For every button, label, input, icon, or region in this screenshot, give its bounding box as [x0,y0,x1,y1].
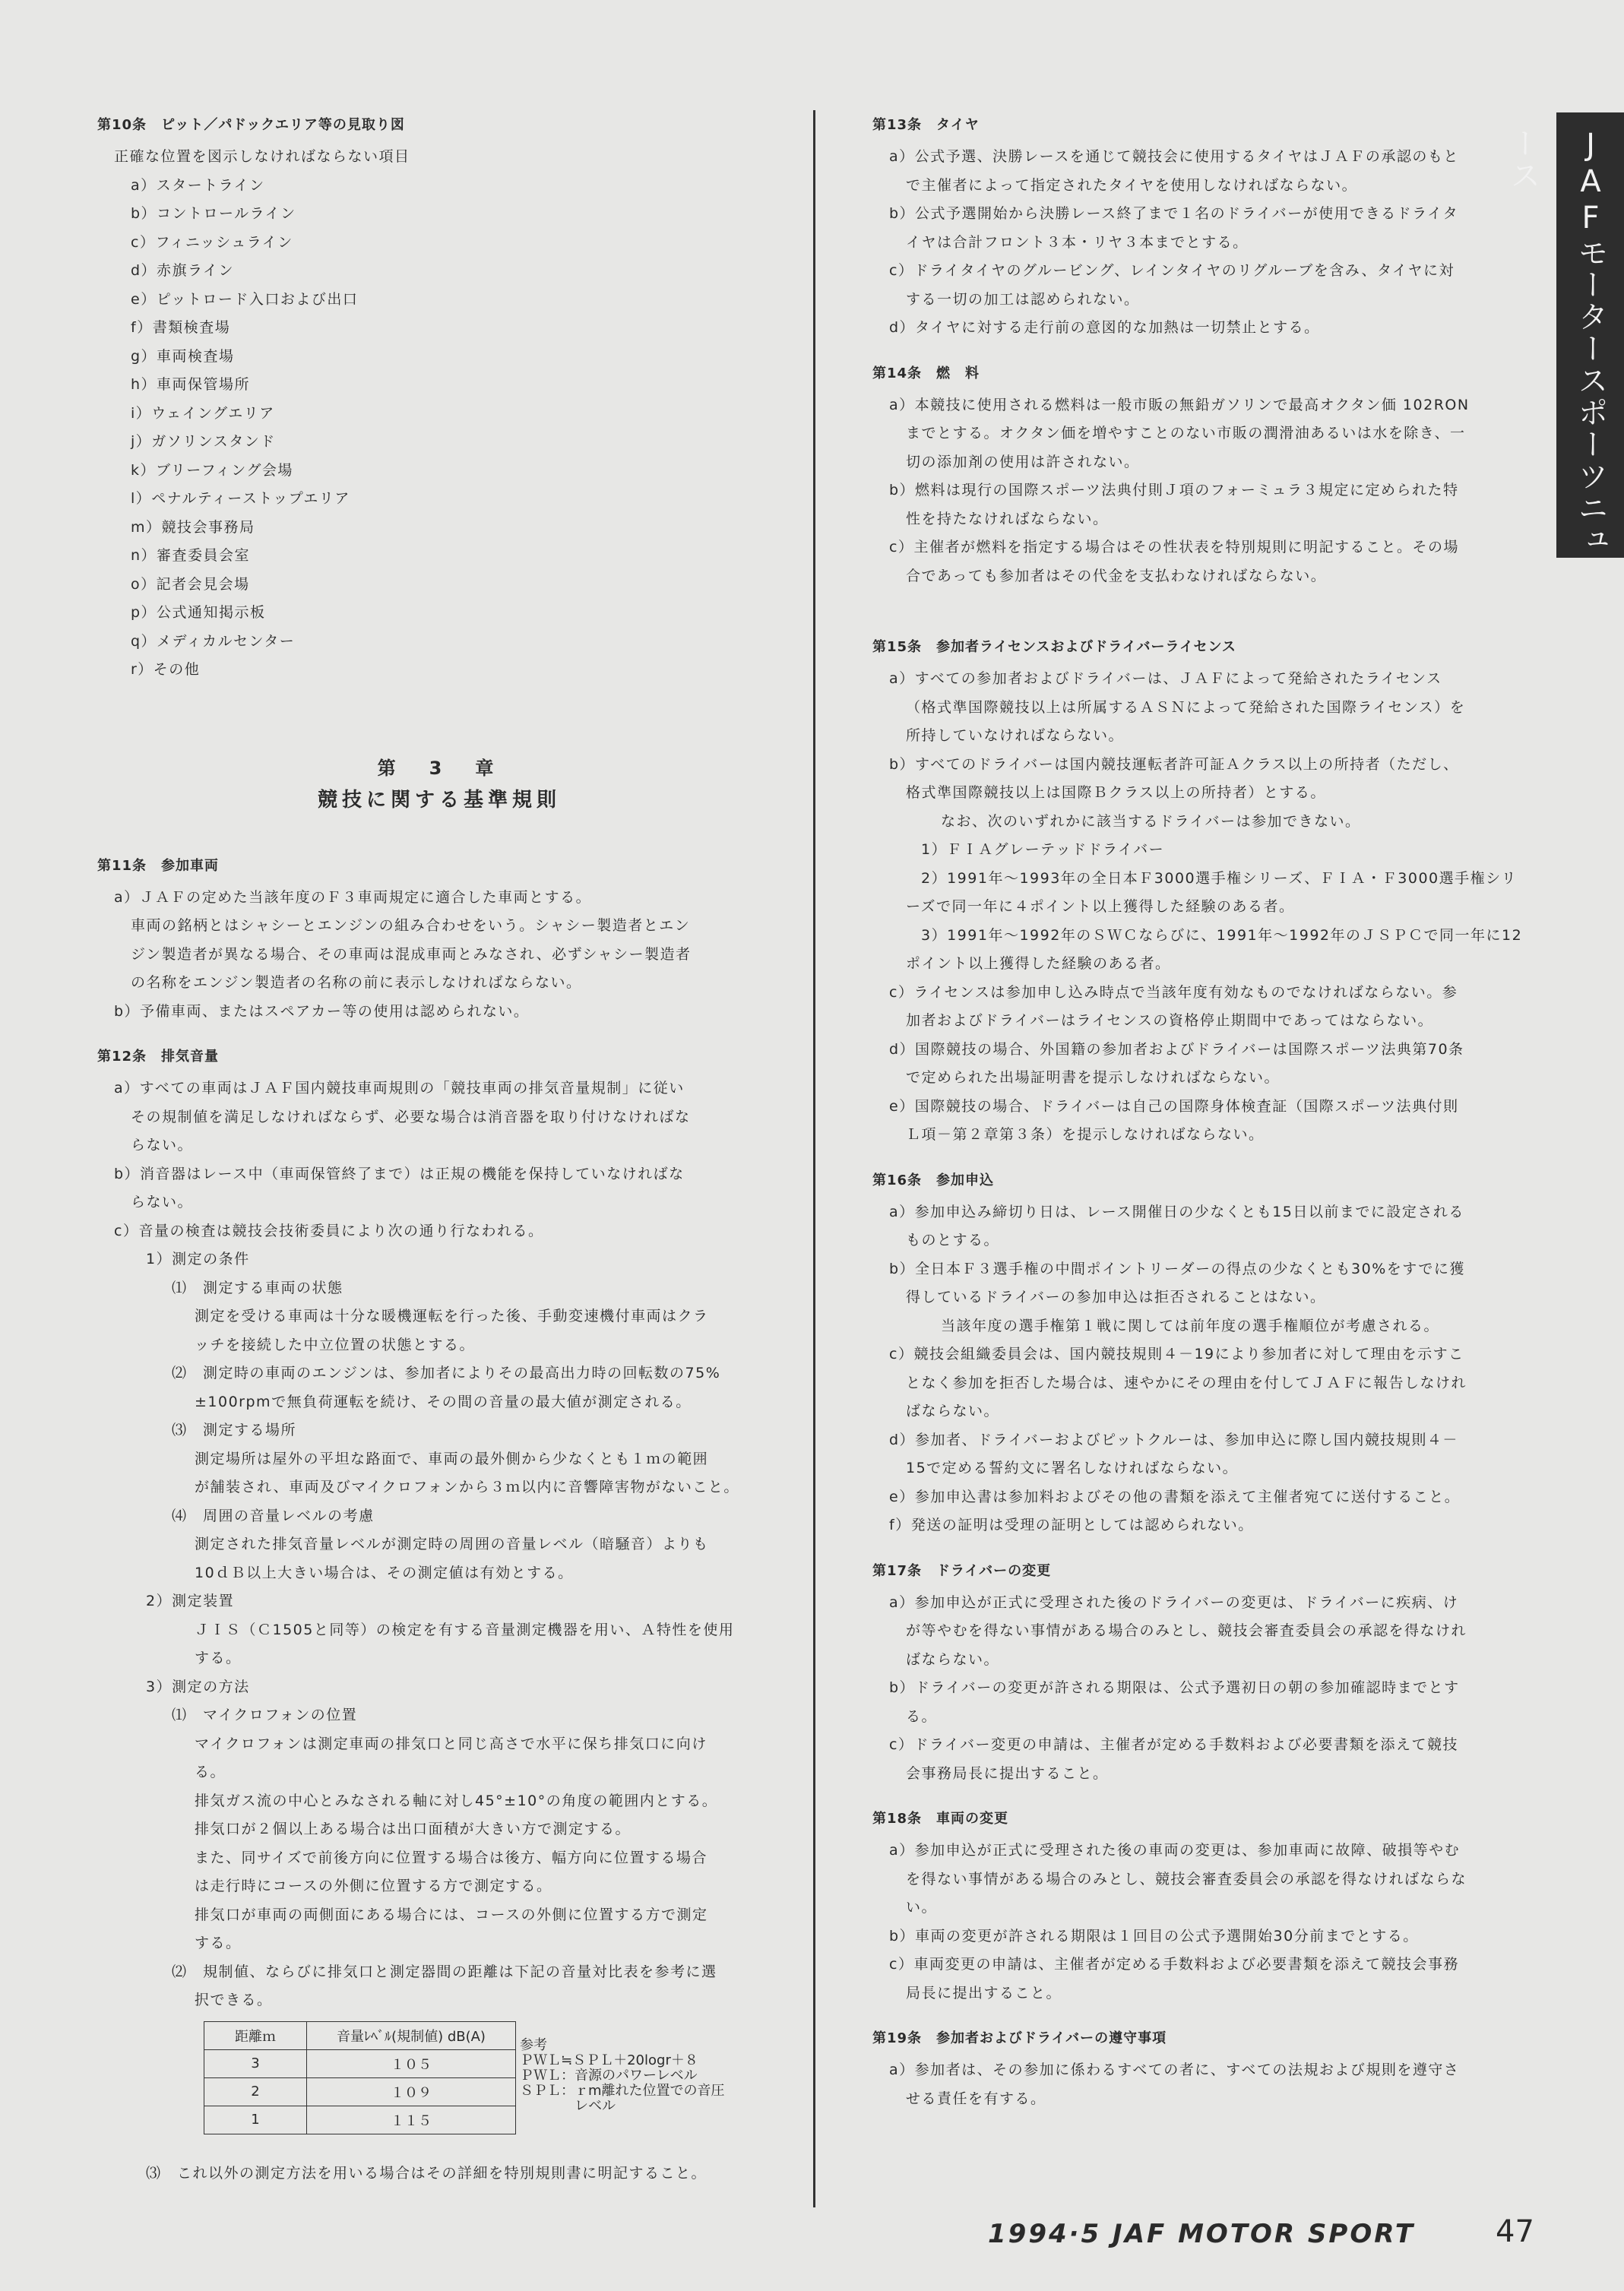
article-line: る。 [195,1764,226,1780]
chapter-number: 第 3 章 [377,757,502,779]
article-line: 測定された排気音量レベルが測定時の周囲の音量レベル（暗騒音）よりも [195,1536,709,1552]
article-line: ⑴ マイクロフォンの位置 [172,1707,358,1723]
article-line: d）国際競技の場合、外国籍の参加者およびドライバーは国際スポーツ法典第70条 [889,1040,1464,1058]
article-line: m）競技会事務局 [131,518,255,536]
article-line: c）車両変更の申請は、主催者が定める手数料および必要書類を添えて競技会事務 [889,1956,1459,1973]
article-line: d）タイヤに対する走行前の意図的な加熱は一切禁止とする。 [889,319,1320,336]
article-title: 第15条 参加者ライセンスおよびドライバーライセンス [872,639,1236,655]
article-line: までとする。オクタン価を増やすことのない市販の潤滑油あるいは水を除き、一 [906,425,1466,441]
article-line: g）車両検査場 [131,347,235,365]
article-title: 第18条 車両の変更 [872,1811,1009,1827]
table-cell: 1 [204,2106,307,2134]
article-title: 第19条 参加者およびドライバーの遵守事項 [872,2030,1167,2046]
article-line: 格式準国際競技以上は国際Ｂクラス以上の所持者）とする。 [906,784,1326,801]
article-line: e）参加申込書は参加料およびその他の書類を添えて主催者宛てに送付すること。 [889,1488,1461,1505]
column-divider [813,110,815,2207]
article-line: 当該年度の選手権第１戦に関しては前年度の選手権順位が考慮される。 [941,1317,1440,1334]
article-line: 車両の銘柄とはシャシーとエンジンの組み合わせをいう。シャシー製造者とエン [131,917,691,934]
table-row [204,2049,516,2077]
article-line: ＪＩＳ（Ｃ1505と同等）の検定を有する音量測定機器を用い、Ａ特性を使用 [195,1621,735,1638]
article-title: 第14条 燃 料 [872,365,980,381]
article-line: c）音量の検査は競技会技術委員により次の通り行なわれる。 [114,1222,544,1239]
article-14 [872,362,1518,591]
article-line: 局長に提出すること。 [906,1984,1062,2001]
article-line: その規制値を満足しなければならず、必要な場合は消音器を取り付けなければな [131,1108,691,1125]
article-line: h）車両保管場所 [131,376,251,393]
article-line: ものとする。 [906,1232,1000,1248]
article-line: 排気口が２個以上ある場合は出口面積が大きい方で測定する。 [195,1821,632,1837]
article-line: で定められた出場証明書を提示しなければならない。 [906,1069,1281,1086]
table-cell: １０９ [307,2077,516,2106]
article-line: 合であっても参加者はその代金を支払わなければならない。 [906,567,1327,584]
article-line: 3）測定の方法 [146,1678,250,1695]
article-line: 1）測定の条件 [146,1251,250,1267]
article-body [872,1198,1518,1540]
article-line: c）フィニッシュライン [131,233,293,251]
left-column [97,114,781,2207]
article-line: 会事務局長に提出すること。 [906,1764,1109,1782]
article-body [97,884,781,1027]
article-line: r）その他 [131,661,201,678]
article-line: e）ピットロード入口および出口 [131,290,359,308]
table-row [204,2077,516,2106]
article-line: 測定場所は屋外の平坦な路面で、車両の最外側から少なくとも１ｍの範囲 [195,1450,709,1467]
article-line: q）メディカルセンター [131,632,296,650]
article-line: 正確な位置を図示しなければならない項目 [114,148,410,165]
article-body [872,1837,1518,2008]
article-line: らない。 [131,1194,194,1210]
article-line: o）記者会見会場 [131,575,250,593]
article-line: b）全日本Ｆ３選手権の中間ポイントリーダーの得点の少なくとも30%をすでに獲 [889,1260,1465,1277]
article-body [97,1074,781,2015]
table-cell: １１５ [307,2106,516,2134]
article-line: 1）ＦＩＡグレーテッドドライバー [921,841,1165,858]
article-line: 択できる。 [195,1992,273,2008]
article-body [872,391,1518,591]
article-line: ±100rpmで無負荷運転を続け、その間の音量の最大値が測定される。 [195,1393,692,1410]
article-line: b）コントロールライン [131,205,296,222]
article-line: ⑶ 測定する場所 [172,1422,297,1438]
article-15 [872,636,1523,1150]
article-line: a）本競技に使用される燃料は一般市販の無鉛ガソリンで最高オクタン価 102RON [889,396,1470,413]
article-line: ⑵ 測定時の車両のエンジンは、参加者によりその最高出力時の回転数の75% [172,1365,721,1381]
article-line: （格式準国際競技以上は所属するＡＳＮによって発給された国際ライセンス）を [906,698,1466,716]
article-line: ⑷ 周囲の音量レベルの考慮 [172,1507,375,1524]
article-line: 測定を受ける車両は十分な暖機運転を行った後、手動変速機付車両はクラ [195,1308,709,1324]
article-line: が舗装され、車両及びマイクロフォンから３ｍ以内に音響障害物がないこと。 [195,1479,739,1495]
article-line: d）赤旗ライン [131,262,234,279]
article-line: b）消音器はレース中（車両保管終了まで）は正規の機能を保持していなければな [114,1165,685,1182]
article-line: e）国際競技の場合、ドライバーは自己の国際身体検査証（国際スポーツ法典付則 [889,1097,1459,1115]
article-line: は走行時にコースの外側に位置する方で測定する。 [195,1878,552,1894]
article-line: せる責任を有する。 [906,2090,1046,2107]
article-line: f）書類検査場 [131,319,231,336]
article-line: b）予備車両、またはスペアカー等の使用は認められない。 [114,1002,530,1020]
article-line: c）ドライバー変更の申請は、主催者が定める手数料および必要書類を添えて競技 [889,1736,1458,1753]
article-line: マイクロフォンは測定車両の排気口と同じ高さで水平に保ち排気口に向け [195,1735,708,1752]
table-header: 距離ｍ [204,2021,307,2049]
article-line: 得しているドライバーの参加申込は拒否されることはない。 [906,1289,1326,1305]
article-line: l）ペナルティーストップエリア [131,490,350,507]
article-title: 第13条 タイヤ [872,117,980,133]
article-line: となく参加を拒否した場合は、速やかにその理由を付してＪＡＦに報告しなけれ [906,1374,1467,1391]
article-line: る。 [906,1707,938,1725]
article-line: d）参加者、ドライバーおよびピットクルーは、参加申込に際し国内競技規則４－ [889,1431,1458,1448]
article-12 [97,1046,781,2188]
article-line: する。 [195,1935,242,1951]
article-line: の名称をエンジン製造者の名称の前に表示しなければならない。 [131,974,582,991]
article-title: 第12条 排気音量 [97,1049,220,1065]
article-body [97,143,781,685]
article-16 [872,1169,1518,1540]
article-13 [872,114,1518,343]
article-18 [872,1808,1518,2008]
article-line: 排気ガス流の中心とみなされる軸に対し45°±10°の角度の範囲内とする。 [195,1792,718,1809]
article-line: j）ガソリンスタンド [131,433,276,450]
article-line: 15で定める誓約文に署名しなければならない。 [906,1460,1239,1476]
article-line: また、同サイズで前後方向に位置する場合は後方、幅方向に位置する場合 [195,1849,708,1866]
table-row [204,2106,516,2134]
article-11 [97,855,781,1027]
reference-note: 参考 ＰＷＬ≒ＳＰＬ＋20logr＋８ ＰＷＬ：音源のパワーレベル ＳＰＬ：ｒm離れた位置での音圧 レベル [520,2036,725,2114]
article-line: 加者およびドライバーはライセンスの資格停止期間中であってはならない。 [906,1012,1434,1029]
table-cell: 2 [204,2077,307,2106]
article-line: a）すべての参加者およびドライバーは、ＪＡＦによって発給されたライセンス [889,670,1442,687]
article-line: ポイント以上獲得した経験のある者。 [906,955,1171,972]
article-line: い。 [906,1899,938,1916]
page-number: 47 [1496,2214,1534,2249]
chapter-title: 競技に関する基準規則 [317,788,561,812]
noise-table [204,2021,516,2134]
footer-issue: 1994·5 JAF MOTOR SPORT [988,2219,1416,2249]
article-body [872,665,1523,1150]
article-title: 第17条 ドライバーの変更 [872,1562,1052,1579]
article-line: 10ｄＢ以上大きい場合は、その測定値は有効とする。 [195,1564,574,1581]
article-body [872,2056,1518,2113]
table-cell: １０５ [307,2049,516,2077]
article-line: c）主催者が燃料を指定する場合はその性状表を特別規則に明記すること。その場 [889,539,1459,555]
article-line: ジン製造者が異なる場合、その車両は混成車両とみなされ、必ずシャシー製造者 [131,945,692,963]
article-line: が等やむを得ない事情がある場合のみとし、競技会審査委員会の承認を得なけれ [906,1622,1467,1639]
article-line: ーズで同一年に４ポイント以上獲得した経験のある者。 [906,898,1295,915]
right-column [872,114,1523,2133]
article-10 [97,114,781,685]
article-line: を得ない事情がある場合のみとし、競技会審査委員会の承認を得なければならな [906,1870,1467,1888]
article-line: b）ドライバーの変更が許される期限は、公式予選初日の朝の参加確認時までとす [889,1679,1460,1696]
article-19 [872,2027,1518,2113]
article-line: ⑶ これ以外の測定方法を用いる場合はその詳細を特別規則書に明記すること。 [146,2164,708,2182]
article-line: c）競技会組織委員会は、国内競技規則４－19により参加者に対して理由を示すこ [889,1346,1464,1362]
article-line: 排気口が車両の両側面にある場合には、コースの外側に位置する方で測定 [195,1906,708,1923]
article-line: a）参加申込が正式に受理された後の車両の変更は、参加車両に故障、破損等やむ [889,1842,1461,1859]
noise-table-area [97,2015,781,2129]
article-line: f）発送の証明は受理の証明としては認められない。 [889,1517,1254,1533]
article-line: a）すべての車両はＪＡＦ国内競技車両規則の「競技車両の排気音量規制」に従い [114,1080,685,1096]
article-line: ばならない。 [906,1650,1000,1668]
article-line: Ｌ項－第２章第３条）を提示しなければならない。 [906,1126,1265,1143]
article-title: 第10条 ピット／パドックエリア等の見取り図 [97,117,405,133]
chapter-heading [97,753,781,817]
article-line: n）審査委員会室 [131,547,251,564]
article-line: 切の添加剤の使用は許されない。 [906,453,1140,470]
article-title: 第11条 参加車両 [97,857,220,874]
section-tab-label: JAFモータースポーツニュース [1505,128,1608,556]
article-line: イヤは合計フロント３本・リヤ３本までとする。 [906,233,1249,251]
article-line: ⑴ 測定する車両の状態 [172,1279,343,1296]
article-line: a）スタートライン [131,176,265,194]
article-line: a）ＪＡＦの定めた当該年度のＦ３車両規定に適合した車両とする。 [114,888,592,906]
article-line: a）参加申込が正式に受理された後のドライバーの変更は、ドライバーに疾病、け [889,1593,1459,1611]
article-line: らない。 [131,1137,194,1153]
article-line: ばならない。 [906,1403,1000,1419]
table-header: 音量ﾚﾍﾞﾙ(規制値) dB(A) [307,2021,516,2049]
article-body [872,1589,1518,1789]
article-line: c）ドライタイヤのグルービング、レインタイヤのリグルーブを含み、タイヤに対 [889,262,1455,279]
article-line: c）ライセンスは参加申し込み時点で当該年度有効なものでなければならない。参 [889,983,1458,1001]
article-line: b）燃料は現行の国際スポーツ法典付則Ｊ項のフォーミュラ３規定に定められた特 [889,482,1459,498]
article-line: 3）1991年～1992年のＳＷＣならびに、1991年～1992年のＪＳＰＣで同一年に12 [921,926,1523,944]
article-line: b）すべてのドライバーは国内競技運転者許可証Ａクラス以上の所持者（ただし、 [889,755,1459,773]
article-line: 性を持たなければならない。 [906,510,1109,527]
table-cell: 3 [204,2049,307,2077]
article-line: する。 [195,1650,242,1666]
article-line: b）公式予選開始から決勝レース終了まで１名のドライバーが使用できるドライタ [889,205,1459,222]
article-line: ⑵ 規制値、ならびに排気口と測定器間の距離は下記の音量対比表を参考に選 [172,1963,717,1980]
article-line: 2）測定装置 [146,1593,235,1609]
article-line: p）公式通知掲示板 [131,604,266,621]
article-line: a）参加者は、その参加に係わるすべての者に、すべての法規および規則を遵守さ [889,2062,1460,2078]
article-line: で主催者によって指定されたタイヤを使用しなければならない。 [906,176,1358,194]
article-line: a）参加申込み締切り日は、レース開催日の少なくとも15日以前までに設定される [889,1203,1464,1220]
section-tab [1505,112,1624,558]
article-title: 第16条 参加申込 [872,1172,995,1188]
article-body [872,143,1518,343]
article-line: ッチを接続した中立位置の状態とする。 [195,1336,476,1353]
article-line: k）ブリーフィング会場 [131,461,293,479]
article-line: b）車両の変更が許される期限は１回目の公式予選開始30分前までとする。 [889,1927,1419,1945]
article-line: なお、次のいずれかに該当するドライバーは参加できない。 [941,812,1361,830]
article-line: する一切の加工は認められない。 [906,290,1140,308]
article-line: 所持していなければならない。 [906,727,1125,744]
article-line: a）公式予選、決勝レースを通じて競技会に使用するタイヤはＪＡＦの承認のもと [889,148,1459,165]
article-17 [872,1560,1518,1789]
article-line: i）ウェイングエリア [131,404,275,422]
article-line: 2）1991年～1993年の全日本Ｆ3000選手権シリーズ、ＦＩＡ・Ｆ3000選手権シリ [921,869,1518,887]
